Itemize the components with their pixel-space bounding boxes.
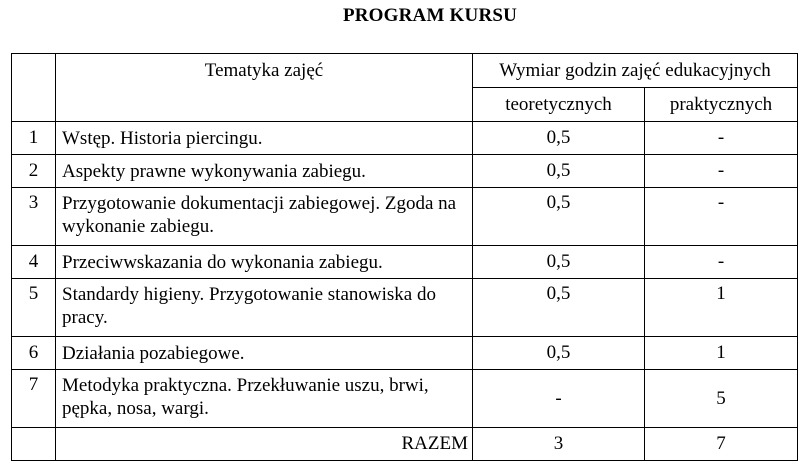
header-practice: praktycznych	[645, 88, 798, 122]
total-theory-hours: 3	[473, 428, 645, 461]
row-topic: Przeciwwskazania do wykonania zabiegu.	[56, 246, 473, 279]
row-theory-hours: 0,5	[473, 279, 645, 337]
row-practice-hours: -	[645, 122, 798, 155]
row-number: 4	[12, 246, 56, 279]
table-row	[12, 246, 798, 279]
row-topic: Wstęp. Historia piercingu.	[56, 122, 473, 155]
course-program-table	[11, 53, 798, 461]
row-theory-hours: 0,5	[473, 122, 645, 155]
row-practice-hours: -	[645, 155, 798, 188]
table-row	[12, 188, 798, 246]
document-title: PROGRAM KURSU	[342, 5, 518, 26]
row-topic: Działania pozabiegowe.	[56, 337, 473, 370]
row-theory-hours: 0,5	[473, 188, 645, 246]
table-row	[12, 337, 798, 370]
header-number-cell	[12, 54, 56, 122]
row-practice-hours: 1	[645, 337, 798, 370]
row-topic: Aspekty prawne wykonywania zabiegu.	[56, 155, 473, 188]
table-header-row	[12, 54, 798, 88]
row-number: 3	[12, 188, 56, 246]
row-topic: Standardy higieny. Przygotowanie stanowiska do pracy.	[56, 279, 473, 337]
row-theory-hours: 0,5	[473, 155, 645, 188]
row-number: 7	[12, 370, 56, 428]
row-practice-hours: 1	[645, 279, 798, 337]
row-number: 2	[12, 155, 56, 188]
row-number: 6	[12, 337, 56, 370]
total-number-cell	[12, 428, 56, 461]
header-hours-group: Wymiar godzin zajęć edukacyjnych	[473, 54, 798, 88]
row-theory-hours: -	[473, 370, 645, 428]
table-row	[12, 279, 798, 337]
header-theory: teoretycznych	[473, 88, 645, 122]
table-total-row	[12, 428, 798, 461]
row-topic: Przygotowanie dokumentacji zabiegowej. Zgoda na wykonanie zabiegu.	[56, 188, 473, 246]
row-number: 5	[12, 279, 56, 337]
row-practice-hours: 5	[645, 370, 798, 428]
row-practice-hours: -	[645, 188, 798, 246]
row-topic: Metodyka praktyczna. Przekłuwanie uszu, brwi, pępka, nosa, wargi.	[56, 370, 473, 428]
header-topic: Tematyka zajęć	[56, 54, 473, 122]
row-theory-hours: 0,5	[473, 246, 645, 279]
table-row	[12, 122, 798, 155]
row-number: 1	[12, 122, 56, 155]
row-practice-hours: -	[645, 246, 798, 279]
table-row	[12, 155, 798, 188]
total-practice-hours: 7	[645, 428, 798, 461]
row-theory-hours: 0,5	[473, 337, 645, 370]
total-label: RAZEM	[56, 428, 473, 461]
table-row	[12, 370, 798, 428]
